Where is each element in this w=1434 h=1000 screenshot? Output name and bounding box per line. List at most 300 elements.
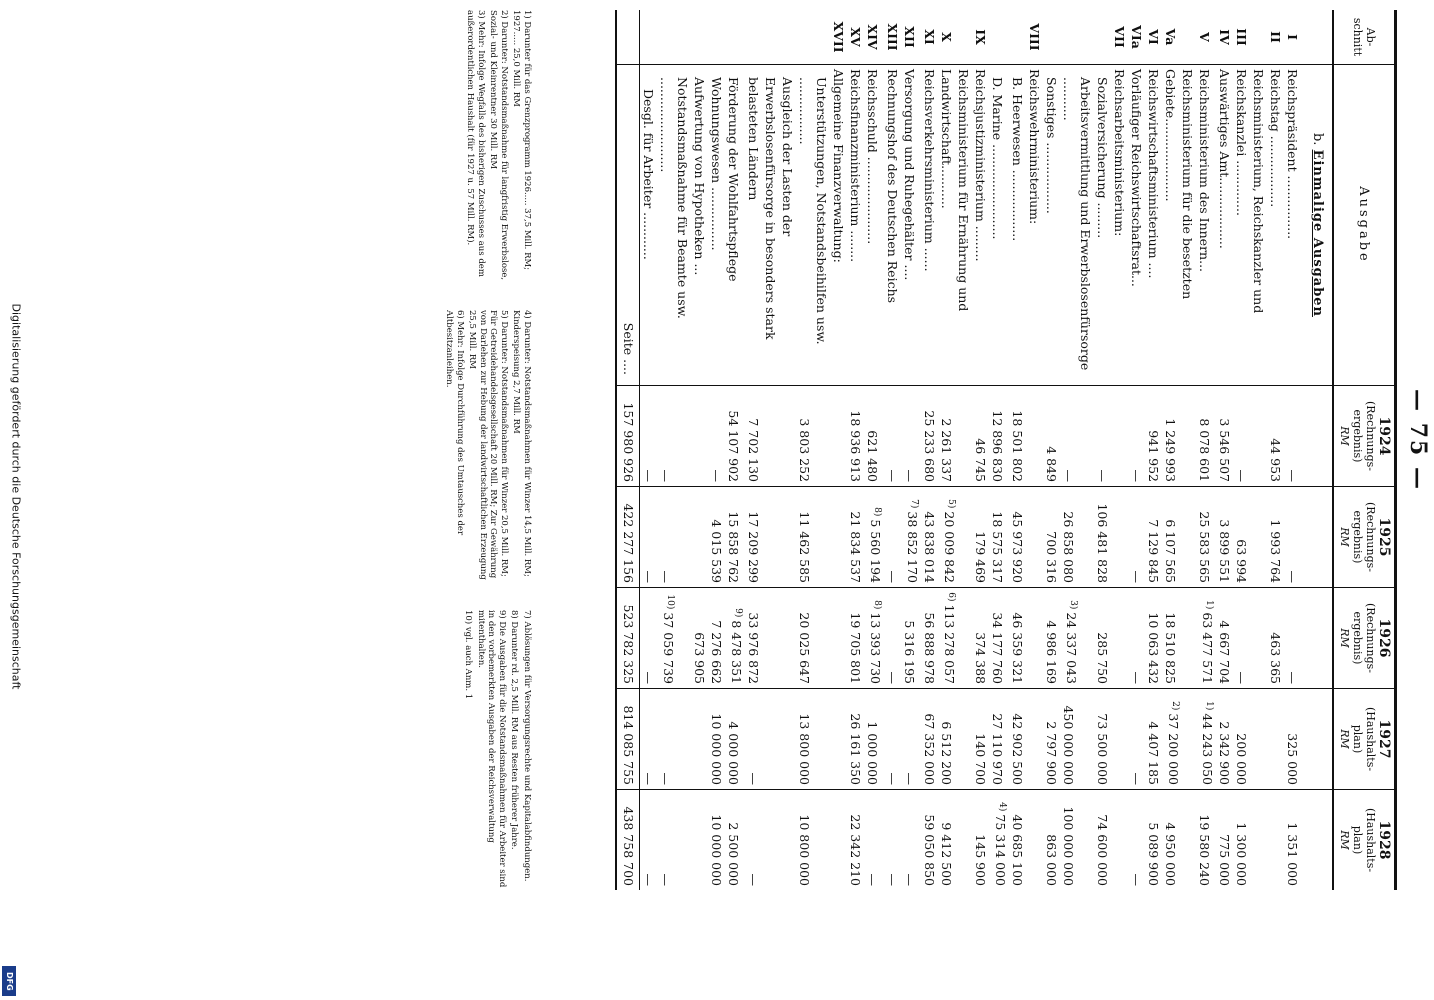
row-abschnitt: X <box>938 10 972 65</box>
row-value-text: 75 314 000 <box>993 814 1008 886</box>
row-ausgabe: Reichstag .................. <box>1267 65 1284 386</box>
row-value-text: 285 750 <box>1095 632 1110 684</box>
row-value <box>796 487 830 588</box>
row-value-text: 59 050 850 <box>922 814 937 886</box>
row-value <box>884 386 901 487</box>
row-ausgabe: Reichswirtschaftsministerium .... <box>1145 65 1162 386</box>
row-abschnitt: XVII <box>830 10 847 65</box>
footnote-ref: 7) <box>909 499 919 509</box>
row-value <box>745 386 796 487</box>
row-ausgabe: Reichsministerium des Innern... <box>1196 65 1216 386</box>
row-value-text: 18 501 802 <box>1010 410 1025 482</box>
footnote: 10) vgl. auch Anm. 1 <box>463 610 474 700</box>
total-label: Seite .... <box>616 65 640 386</box>
row-value <box>972 790 989 891</box>
row-ausgabe: Reichsministerium, Reichskanzler und Reichskanzlei .............. <box>1233 65 1267 386</box>
row-value-text: 6 512 200 <box>939 721 954 785</box>
row-value <box>884 790 901 891</box>
row-value-text: 140 700 <box>973 733 988 785</box>
row-value-text: 4 986 169 <box>1044 620 1059 684</box>
row-value-text: 37 200 000 <box>1166 713 1181 785</box>
section-title-row <box>1301 10 1333 890</box>
footnote-ref: 1) <box>1204 600 1214 610</box>
empty-cell <box>1301 790 1333 891</box>
row-value <box>657 790 691 891</box>
table-row <box>1060 10 1094 890</box>
header-year-cur: RM <box>1338 426 1351 446</box>
row-value-text: 325 000 <box>1285 733 1300 785</box>
row-ausgabe: Arbeitsvermittlung und Erwerbslosenfürsorge ........... <box>1060 65 1094 386</box>
row-value-text: 4 000 000 <box>726 721 741 785</box>
row-ausgabe: Ausgleich der Lasten der Erwerbslosenfürsorge in besonders stark belasteten Ländern <box>745 65 796 386</box>
row-value <box>989 689 1009 790</box>
footnote: 5) Darunter: Notstandsmaßnahmen für Winzer 20,5 Mill. RM; Für Getreidehandelsgesellschaft 20 Mill. RM; Zur Gewährung von Darlehen zur Hebung der landwirtschaftlichen Erzeugung 25,5 Mill. RM <box>467 310 509 580</box>
row-value <box>1162 386 1196 487</box>
row-value-text: 145 900 <box>973 834 988 886</box>
table-row <box>884 10 901 890</box>
row-value <box>1060 689 1094 790</box>
row-value <box>1128 689 1145 790</box>
row-value <box>725 487 745 588</box>
row-ausgabe: Vorläufiger Reichswirtschaftsrat... <box>1128 65 1145 386</box>
row-value <box>796 790 830 891</box>
total-row <box>616 10 640 890</box>
row-abschnitt <box>1009 10 1026 65</box>
row-value-text: 4 849 <box>1044 446 1059 482</box>
row-value-text: 42 902 500 <box>1010 713 1025 785</box>
row-value-text: 10 800 000 <box>797 814 812 886</box>
row-value-text: 37 059 739 <box>661 612 676 684</box>
row-value <box>1111 487 1128 588</box>
footnote-ref: 3) <box>1068 600 1078 610</box>
row-value-text: 2 500 000 <box>726 822 741 886</box>
row-value-text: — <box>1129 671 1144 684</box>
row-value-text: 67 352 000 <box>922 713 937 785</box>
header-year-label: 1924 <box>1376 416 1392 456</box>
row-value-text: 113 278 057 <box>942 604 957 684</box>
table-row <box>796 10 830 890</box>
header-year-label: 1927 <box>1376 719 1392 759</box>
row-value-text: 700 316 <box>1044 531 1059 583</box>
row-value <box>1094 689 1111 790</box>
row-value-text: 941 952 <box>1146 430 1161 482</box>
row-value-text: 106 481 828 <box>1095 503 1110 583</box>
row-value <box>1267 487 1284 588</box>
row-value <box>884 487 901 588</box>
row-value <box>708 386 725 487</box>
row-value-text: 200 000 <box>1234 733 1249 785</box>
row-abschnitt <box>640 10 658 65</box>
row-value-text: — <box>1129 469 1144 482</box>
row-abschnitt: II <box>1267 10 1284 65</box>
row-value <box>1026 588 1043 689</box>
row-value <box>864 588 884 689</box>
row-value-text: — <box>641 873 656 886</box>
header-year-cur: RM <box>1338 729 1351 749</box>
row-abschnitt <box>725 10 745 65</box>
row-value <box>745 790 796 891</box>
row-value <box>1009 790 1026 891</box>
footnote-ref: 8) <box>872 507 882 517</box>
row-value <box>1284 487 1301 588</box>
row-value <box>1145 790 1162 891</box>
row-value <box>1267 790 1284 891</box>
row-value <box>921 386 938 487</box>
table-row <box>708 10 725 890</box>
row-value-text: 8 478 351 <box>729 620 744 684</box>
row-value-text: 45 973 920 <box>1010 511 1025 583</box>
row-value-text: — <box>902 469 917 482</box>
empty-cell <box>1301 487 1333 588</box>
row-value <box>921 487 938 588</box>
row-value-text: — <box>641 469 656 482</box>
row-value <box>989 487 1009 588</box>
row-value-text: — <box>1234 671 1249 684</box>
row-value <box>708 588 725 689</box>
row-value-text: 7 702 130 <box>746 418 761 482</box>
table-row <box>1111 10 1128 890</box>
header-year-cur: RM <box>1338 527 1351 547</box>
row-value <box>847 588 864 689</box>
header-year-cur: RM <box>1338 628 1351 648</box>
row-value <box>1196 790 1216 891</box>
row-value-text: 34 177 760 <box>990 612 1005 684</box>
footnote-column <box>442 310 532 590</box>
footnote-ref: 9) <box>733 608 743 618</box>
row-value <box>1111 588 1128 689</box>
footnote-ref: 2) <box>1170 701 1180 711</box>
row-value <box>1043 487 1060 588</box>
row-value-text: 27 110 970 <box>990 713 1005 785</box>
empty-cell <box>1301 386 1333 487</box>
table-row <box>938 10 972 890</box>
row-value-text: — <box>658 469 673 482</box>
row-value <box>1128 790 1145 891</box>
table-row <box>972 10 989 890</box>
footnote-ref: 8) <box>872 600 882 610</box>
header-year <box>1333 689 1396 790</box>
row-value <box>640 588 658 689</box>
row-value-text: 3 546 507 <box>1217 418 1232 482</box>
row-value-text: 54 107 902 <box>726 410 741 482</box>
row-ausgabe: Desgl. für Arbeiter ............ <box>640 65 658 386</box>
row-ausgabe: Auswärtiges Amt.................. <box>1216 65 1233 386</box>
row-value-text: 3 899 551 <box>1217 519 1232 583</box>
row-value-text: 5 560 194 <box>868 519 883 583</box>
row-value-text: — <box>902 772 917 785</box>
row-value <box>1196 487 1216 588</box>
table-row <box>1162 10 1196 890</box>
row-value-text: — <box>658 772 673 785</box>
row-value <box>884 588 901 689</box>
row-value-text: — <box>658 873 673 886</box>
row-value-text: 18 575 317 <box>990 511 1005 583</box>
row-value-text: 5 089 900 <box>1146 822 1161 886</box>
row-value <box>1026 689 1043 790</box>
header-year <box>1333 588 1396 689</box>
header-year-sub: (Rechnungs-ergebnis) <box>1351 401 1377 471</box>
row-abschnitt: XIII <box>884 10 901 65</box>
row-value <box>796 386 830 487</box>
row-value <box>1128 487 1145 588</box>
row-value-text: — <box>1095 469 1110 482</box>
header-year <box>1333 790 1396 891</box>
row-value-text: 13 800 000 <box>797 713 812 785</box>
row-value <box>830 689 847 790</box>
row-value-text: 11 462 585 <box>797 511 812 583</box>
row-value <box>1145 588 1162 689</box>
row-ausgabe: Reichsministerium für Ernährung und Landwirtschaft........... <box>938 65 972 386</box>
row-value <box>1233 588 1267 689</box>
row-value <box>1162 790 1196 891</box>
row-value-text: 21 834 537 <box>848 511 863 583</box>
row-value-text: — <box>641 772 656 785</box>
row-value <box>989 588 1009 689</box>
row-value <box>657 487 691 588</box>
row-value-text: 775 000 <box>1217 834 1232 886</box>
row-value-text: 43 838 014 <box>922 511 937 583</box>
table-row <box>745 10 796 890</box>
row-value <box>1111 790 1128 891</box>
section-title-prefix: b. <box>1310 132 1325 146</box>
row-ausgabe: D. Marine ........................ <box>989 65 1009 386</box>
row-value <box>691 790 708 891</box>
row-value-text: 621 480 <box>865 430 880 482</box>
footnote-ref: 6) <box>946 592 956 602</box>
footnote: 8) Darunter rd. 2,5 Mill. RM aus Resten früherer Jahre. <box>509 610 520 850</box>
row-value <box>830 487 847 588</box>
row-ausgabe: Reichspräsident ................ <box>1284 65 1301 386</box>
header-year-sub: (Haushalts-plan) <box>1351 807 1377 873</box>
row-value-text: 12 896 830 <box>990 410 1005 482</box>
footnote-ref: 4) <box>997 802 1007 812</box>
row-abschnitt: V <box>1196 10 1216 65</box>
row-value <box>691 386 708 487</box>
row-value <box>972 386 989 487</box>
row-value <box>1009 689 1026 790</box>
table-row <box>1026 10 1043 890</box>
row-abschnitt: VII <box>1111 10 1128 65</box>
row-value-text: — <box>885 671 900 684</box>
row-value-text: 4 015 539 <box>709 519 724 583</box>
row-value <box>1128 588 1145 689</box>
row-abschnitt: VIII <box>1026 10 1043 65</box>
row-ausgabe: Aufwertung von Hypotheken ... <box>691 65 708 386</box>
row-ausgabe: Sonstiges .................. <box>1043 65 1060 386</box>
row-ausgabe: Reichsschuld ...................... <box>864 65 884 386</box>
row-value-text: — <box>885 873 900 886</box>
row-value <box>830 790 847 891</box>
row-value-text: — <box>885 469 900 482</box>
row-value-text: 10 000 000 <box>709 814 724 886</box>
row-value <box>1111 689 1128 790</box>
row-value-text: 4 667 704 <box>1217 620 1232 684</box>
row-value <box>901 386 921 487</box>
row-abschnitt: XV <box>847 10 864 65</box>
row-value-text: 25 583 565 <box>1197 511 1212 583</box>
table-row <box>921 10 938 890</box>
digitization-note: Digitalisierung gefördert durch die Deutsche Forschungsgemeinschaft <box>9 303 23 690</box>
row-value <box>1216 588 1233 689</box>
row-value-text: 22 342 210 <box>848 814 863 886</box>
row-value-text: 19 580 240 <box>1197 814 1212 886</box>
row-value <box>901 790 921 891</box>
row-value-text: 1 993 764 <box>1268 519 1283 583</box>
row-value-text: 450 000 000 <box>1061 705 1076 785</box>
row-ausgabe: Reichswehrministerium: <box>1026 65 1043 386</box>
row-value <box>884 689 901 790</box>
footnote: 3) Mehr: Infolge Wegfalls des bisherigen Zuschusses aus dem außerordentlichen Haushalt (für 1927 u. 57 Mill. RM). <box>465 10 486 277</box>
row-value <box>1267 689 1284 790</box>
row-value <box>972 689 989 790</box>
row-value-text: 4 950 000 <box>1163 822 1178 886</box>
row-abschnitt: XI <box>921 10 938 65</box>
row-value-text: 179 469 <box>973 531 988 583</box>
table-body <box>616 10 1333 890</box>
table-header-row <box>1333 10 1396 890</box>
row-value-text: — <box>1285 570 1300 583</box>
row-value <box>901 689 921 790</box>
row-value <box>830 386 847 487</box>
row-value <box>864 790 884 891</box>
row-value-text: 40 685 100 <box>1010 814 1025 886</box>
row-value <box>708 689 725 790</box>
row-value-text: 13 393 730 <box>868 612 883 684</box>
row-value <box>1060 588 1094 689</box>
row-value <box>1043 386 1060 487</box>
row-value-text: 2 342 900 <box>1217 721 1232 785</box>
row-value <box>725 689 745 790</box>
row-abschnitt <box>1060 10 1094 65</box>
row-value <box>657 386 691 487</box>
footnotes <box>442 10 532 890</box>
row-value-text: 20 009 842 <box>942 511 957 583</box>
row-value <box>1026 790 1043 891</box>
row-abschnitt <box>1043 10 1060 65</box>
row-ausgabe: Sozialversicherung ......... <box>1094 65 1111 386</box>
header-year <box>1333 487 1396 588</box>
row-ausgabe: Reichsministerium für die besetzten Gebiete..................... <box>1162 65 1196 386</box>
row-value-text: 56 888 978 <box>922 612 937 684</box>
row-value-text: 73 500 000 <box>1095 713 1110 785</box>
row-value-text: 26 858 080 <box>1061 511 1076 583</box>
row-abschnitt <box>796 10 830 65</box>
row-value-text: 10 000 000 <box>709 713 724 785</box>
header-year-cur: RM <box>1338 830 1351 850</box>
row-value <box>1094 790 1111 891</box>
row-value <box>1026 386 1043 487</box>
row-value <box>1009 588 1026 689</box>
row-value <box>1284 689 1301 790</box>
row-value-text: 26 161 350 <box>848 713 863 785</box>
table-row <box>864 10 884 890</box>
total-value: 157 980 926 <box>616 386 640 487</box>
row-value <box>1060 487 1094 588</box>
row-ausgabe: Unterstützungen, Notstandsbeihilfen usw. ................. <box>796 65 830 386</box>
row-value <box>847 386 864 487</box>
row-value <box>1284 790 1301 891</box>
row-value-text: — <box>1285 671 1300 684</box>
row-value-text: 10 063 432 <box>1146 612 1161 684</box>
row-value-text: 33 976 872 <box>746 612 761 684</box>
table-row <box>847 10 864 890</box>
row-value-text: — <box>746 873 761 886</box>
row-value <box>1043 689 1060 790</box>
table-row <box>657 10 691 890</box>
row-value <box>1162 689 1196 790</box>
row-value <box>921 588 938 689</box>
row-value <box>938 487 972 588</box>
header-abschnitt: Ab-schnitt <box>1333 10 1396 65</box>
row-value <box>864 487 884 588</box>
row-value <box>1267 588 1284 689</box>
row-value <box>1196 588 1216 689</box>
row-value <box>901 588 921 689</box>
row-value <box>1128 386 1145 487</box>
row-ausgabe: Wohnungswesen ................ <box>708 65 725 386</box>
row-value-text: 5 316 195 <box>902 620 917 684</box>
table-row <box>1284 10 1301 890</box>
table-row <box>1267 10 1284 890</box>
row-value <box>1284 386 1301 487</box>
row-value-text: 74 600 000 <box>1095 814 1110 886</box>
row-value <box>657 689 691 790</box>
row-value <box>864 689 884 790</box>
footnote: 9) Die Ausgaben für die Notstandsmaßnahmen für Arbeiter sind in den vorbemerkten Ausgaben der Reichsverwaltung mitenthalten. <box>476 610 507 888</box>
section-title-text: Einmalige Ausgaben <box>1310 149 1325 318</box>
row-abschnitt: XII <box>901 10 921 65</box>
row-value <box>1216 689 1233 790</box>
row-value <box>1094 487 1111 588</box>
row-value <box>1216 790 1233 891</box>
row-value-text: 673 905 <box>692 632 707 684</box>
row-value-text: 17 209 299 <box>746 511 761 583</box>
row-value <box>1145 689 1162 790</box>
row-value-text: — <box>885 570 900 583</box>
footnote: 2) Darunter: Notstandsmaßnahme für langfristig Erwerbslose, Sozial- und Kleinrentner 30 Mill. RM <box>488 10 509 281</box>
footnote: 6) Mehr: Infolge Durchführung des Umtausches der Altbesitzanleihen. <box>444 310 465 536</box>
row-value <box>1009 386 1026 487</box>
row-value-text: — <box>641 671 656 684</box>
row-value <box>725 790 745 891</box>
row-value <box>989 386 1009 487</box>
row-value <box>708 487 725 588</box>
row-value <box>745 689 796 790</box>
row-value-text: — <box>1061 469 1076 482</box>
row-value-text: 46 359 321 <box>1010 612 1025 684</box>
row-value-text: — <box>1129 873 1144 886</box>
row-abschnitt: VIa <box>1128 10 1145 65</box>
row-value <box>1216 487 1233 588</box>
row-value-text: 19 705 801 <box>848 612 863 684</box>
row-value-text: 18 510 825 <box>1163 612 1178 684</box>
row-value <box>847 689 864 790</box>
row-value-text: — <box>885 772 900 785</box>
row-ausgabe: Reichsjustizministerium ......... <box>972 65 989 386</box>
row-value <box>938 689 972 790</box>
row-value-text: 8 078 601 <box>1197 418 1212 482</box>
rotated-sheet <box>117 0 1434 940</box>
header-ausgabe: Ausgabe <box>1333 65 1396 386</box>
row-value <box>796 588 830 689</box>
row-value <box>1060 790 1094 891</box>
row-value-text: — <box>1129 570 1144 583</box>
row-value <box>657 588 691 689</box>
table-row <box>1196 10 1216 890</box>
row-value <box>847 487 864 588</box>
row-value <box>1196 386 1216 487</box>
header-year <box>1333 386 1396 487</box>
